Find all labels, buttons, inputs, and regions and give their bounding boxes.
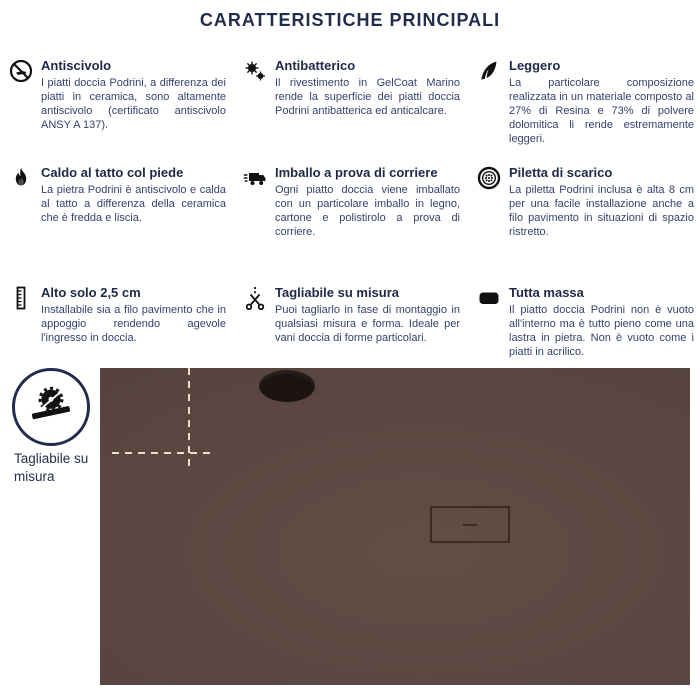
feather-icon xyxy=(476,58,502,165)
feature-leggero xyxy=(476,58,694,165)
cut-badge xyxy=(12,368,90,446)
feature-antiscivolo xyxy=(8,58,226,165)
product-photo xyxy=(100,368,690,685)
drain-icon xyxy=(476,165,502,285)
feature-text: Installabile sia a filo pavimento che in appoggio rendendo agevole l'ingresso in doccia. xyxy=(41,304,226,344)
drain-cover-handle xyxy=(463,524,477,526)
feature-text: La piletta Podrini inclusa è alta 8 cm per una facile installazione anche a filo pavimento in situazioni di spazio ristretto. xyxy=(509,184,694,238)
page-title: CARATTERISTICHE PRINCIPALI xyxy=(199,10,501,30)
feature-title: Caldo al tatto col piede xyxy=(41,165,184,180)
scissors-icon xyxy=(242,285,268,359)
flame-icon xyxy=(8,165,34,285)
drain-cover-outline xyxy=(430,506,510,543)
ruler-icon xyxy=(8,285,34,359)
cut-guide-horizontal xyxy=(112,452,216,454)
feature-text: I piatti doccia Podrini, a differenza dei piatti in ceramica, sono altamente antiscivolo (certificato antiscivolo ANSY A 137). xyxy=(41,77,226,131)
feature-text: Puoi tagliarlo in fase di montaggio in qualsiasi misura e forma. Ideale per vani doccia di forme particolari. xyxy=(275,304,460,344)
feature-text: Ogni piatto doccia viene imballato con un particolare imballo in legno, cartone e polistirolo a prova di corriere. xyxy=(275,184,460,238)
delivery-truck-icon xyxy=(242,165,268,285)
feature-text: Il rivestimento in GelCoat Marino rende la superficie dei piatti doccia Podrini antibatterica ed anticalcare. xyxy=(275,77,460,117)
feature-title: Antibatterico xyxy=(275,58,356,73)
feature-tutta-massa xyxy=(476,285,694,359)
solid-slab-icon xyxy=(476,285,502,359)
circular-saw-icon xyxy=(28,382,74,433)
cut-guide-vertical xyxy=(188,368,190,470)
feature-imballo xyxy=(242,165,460,285)
feature-title: Leggero xyxy=(509,58,561,73)
feature-text: La particolare composizione realizzata in un materiale composto al 27% di Resina e 73% di polvere dolomitica li rende estremamente leggeri. xyxy=(509,77,694,145)
feature-antibatterico xyxy=(242,58,460,165)
feature-title: Alto solo 2,5 cm xyxy=(41,285,141,300)
feature-title: Tutta massa xyxy=(509,285,584,300)
features-grid xyxy=(8,58,694,359)
feature-tagliabile xyxy=(242,285,460,359)
drain-cap xyxy=(259,370,315,402)
feature-title: Antiscivolo xyxy=(41,58,112,73)
feature-text: Il piatto doccia Podrini non è vuoto all'interno ma è tutto pieno come una lastra in pietra. Non è vuoto come i piatti in acrilico. xyxy=(509,304,694,358)
feature-title: Piletta di scarico xyxy=(509,165,613,180)
feature-alto xyxy=(8,285,226,359)
feature-title: Imballo a prova di corriere xyxy=(275,165,438,180)
feature-caldo-al-tatto xyxy=(8,165,226,285)
feature-piletta xyxy=(476,165,694,285)
badge-label: Tagliabile su misura xyxy=(14,451,89,484)
feature-text: La pietra Podrini è antiscivolo e calda al tatto a differenza della ceramica che è fredda e liscia. xyxy=(41,184,226,224)
feature-title: Tagliabile su misura xyxy=(275,285,400,300)
bacteria-icon xyxy=(242,58,268,165)
no-slip-icon xyxy=(8,58,34,165)
